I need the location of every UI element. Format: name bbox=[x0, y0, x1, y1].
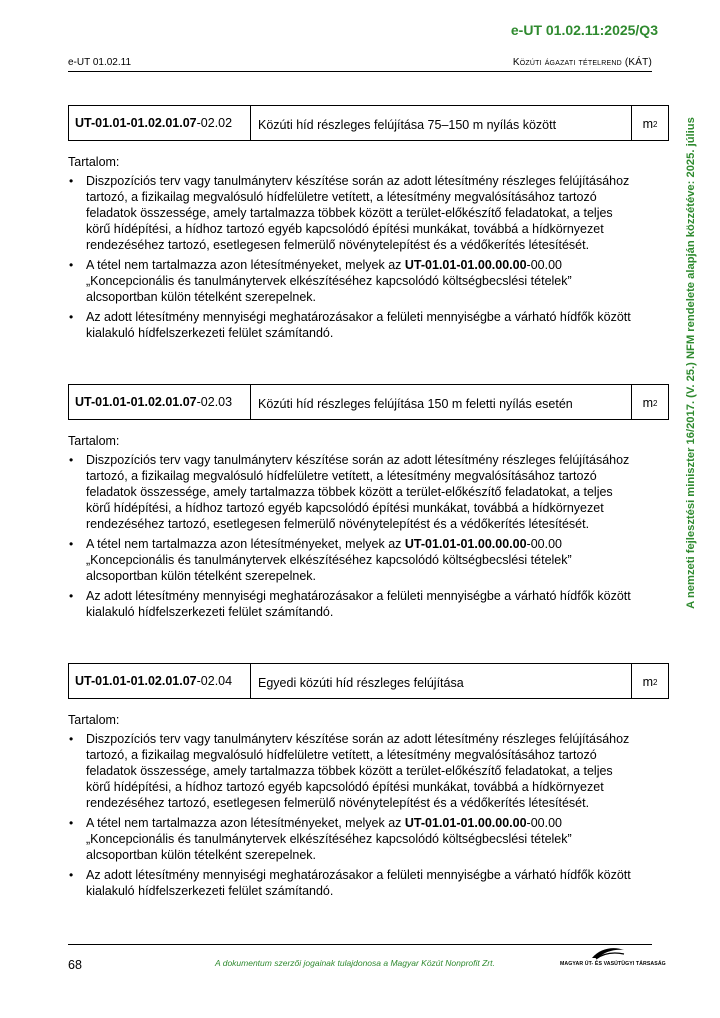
content-bullet-scope: • Diszpozíciós terv vagy tanulmányterv készítése során az adott létesítmény részleges felújításához tartozó, a fizikailag megvalósuló hídfelületre vetített, a létesítmény megvalósításához tartozó feladatok összessége, amely tartalmazza többek között a terület-előkészítő feladatokat, a teljes körű hídépítési, a hídhoz tartozó egyéb kapcsolódó építési munkákat, továbbá a hídkörnyezet rendezéséhez tartozó, esetlegesen felmerülő növénytelepítést és a védőkerítés létesítését. bbox=[68, 173, 638, 253]
item-content bbox=[68, 433, 638, 624]
content-bullet-scope: • Diszpozíciós terv vagy tanulmányterv készítése során az adott létesítmény részleges felújításához tartozó, a fizikailag megvalósuló hídfelületre vetített, a létesítmény megvalósításához tartozó feladatok összessége, amely tartalmazza többek között a terület-előkészítő feladatokat, a teljes körű hídépítési, a hídhoz tartozó egyéb kapcsolódó építési munkákat, továbbá a hídkörnyezet rendezéséhez tartozó, esetlegesen felmerülő növénytelepítést és a védőkerítés létesítését. bbox=[68, 452, 638, 532]
header-left-code: e-UT 01.02.11 bbox=[68, 57, 132, 68]
item-content bbox=[68, 154, 638, 345]
content-bullet-quantity: • Az adott létesítmény mennyiségi meghatározásakor a felületi mennyiségbe a várható hídfők között kialakuló hídfelszerkezeti felület számítandó. bbox=[68, 309, 638, 341]
exclusion-text-post: -00.00 „Koncepcionális és tanulmánytervek elkészítéséhez kapcsolódó költségbecslési tételek” alcsoportban külön tételként szerepelnek. bbox=[86, 258, 572, 304]
item-code-main: UT-01.01-01.02.01.07 bbox=[75, 116, 197, 130]
item-code-main: UT-01.01-01.02.01.07 bbox=[75, 395, 197, 409]
content-bullet-exclusion bbox=[68, 257, 638, 305]
footer-divider bbox=[68, 944, 652, 945]
exclusion-code: UT-01.01-01.00.00.00 bbox=[404, 816, 527, 830]
item-title: Közúti híd részleges felújítása 75–150 m nyílás között bbox=[251, 106, 632, 140]
content-list bbox=[68, 173, 638, 341]
logo-text: MAGYAR ÚT- ÉS VASÚTÜGYI TÁRSASÁG bbox=[560, 961, 666, 967]
item-unit-base: m bbox=[642, 117, 653, 131]
item-code bbox=[69, 385, 251, 419]
exclusion-text-pre: A tétel nem tartalmazza azon létesítményeket, melyek az bbox=[86, 816, 405, 830]
content-bullet-scope: • Diszpozíciós terv vagy tanulmányterv készítése során az adott létesítmény részleges felújításához tartozó, a fizikailag megvalósuló hídfelületre vetített, a létesítmény megvalósításához tartozó feladatok összessége, amely tartalmazza többek között a terület-előkészítő feladatokat, a teljes körű hídépítési, a hídhoz tartozó egyéb kapcsolódó építési munkákat, továbbá a hídkörnyezet rendezéséhez tartozó, esetlegesen felmerülő növénytelepítést és a védőkerítés létesítését. bbox=[68, 731, 638, 811]
item-code bbox=[69, 106, 251, 140]
header-divider bbox=[68, 71, 652, 72]
item-unit-base: m bbox=[642, 675, 653, 689]
document-code: e-UT 01.02.11:2025/Q3 bbox=[510, 22, 658, 38]
exclusion-code: UT-01.01-01.00.00.00 bbox=[404, 258, 527, 272]
item-title: Közúti híd részleges felújítása 150 m feletti nyílás esetén bbox=[251, 385, 632, 419]
item-unit-exponent: 2 bbox=[652, 119, 658, 129]
header-right-title: Közúti ágazati tételrend (KÁT) bbox=[512, 57, 652, 68]
page-number: 68 bbox=[68, 958, 82, 972]
item-header bbox=[68, 663, 669, 699]
item-content bbox=[68, 712, 638, 903]
exclusion-code: UT-01.01-01.00.00.00 bbox=[404, 537, 527, 551]
exclusion-text-pre: A tétel nem tartalmazza azon létesítményeket, melyek az bbox=[86, 258, 405, 272]
exclusion-text-post: -00.00 „Koncepcionális és tanulmánytervek elkészítéséhez kapcsolódó költségbecslési tételek” alcsoportban külön tételként szerepelnek. bbox=[86, 537, 572, 583]
item-code-suffix: -02.04 bbox=[196, 674, 233, 688]
item-code bbox=[69, 664, 251, 698]
content-label: Tartalom: bbox=[68, 155, 120, 169]
content-label: Tartalom: bbox=[68, 713, 120, 727]
item-title: Egyedi közúti híd részleges felújítása bbox=[251, 664, 632, 698]
item-unit-base: m bbox=[642, 396, 653, 410]
item-header bbox=[68, 105, 669, 141]
content-bullet-exclusion bbox=[68, 536, 638, 584]
item-header bbox=[68, 384, 669, 420]
side-publication-text: A nemzeti fejlesztési miniszter 16/2017. (V. 25.) NFM rendelete alapján közzétéve: 2025. július bbox=[685, 117, 697, 609]
copyright-notice: A dokumentum szerzői jogainak tulajdonosa a Magyar Közút Nonprofit Zrt. bbox=[215, 958, 495, 968]
content-bullet-quantity: • Az adott létesítmény mennyiségi meghatározásakor a felületi mennyiségbe a várható hídfők között kialakuló hídfelszerkezeti felület számítandó. bbox=[68, 588, 638, 620]
item-unit bbox=[632, 385, 668, 419]
content-label: Tartalom: bbox=[68, 434, 120, 448]
item-unit-exponent: 2 bbox=[652, 677, 658, 687]
content-bullet-exclusion bbox=[68, 815, 638, 863]
side-publication-note bbox=[683, 98, 699, 628]
exclusion-text-pre: A tétel nem tartalmazza azon létesítményeket, melyek az bbox=[86, 537, 405, 551]
item-code-suffix: -02.03 bbox=[196, 395, 233, 409]
item-unit-exponent: 2 bbox=[652, 398, 658, 408]
content-bullet-quantity: • Az adott létesítmény mennyiségi meghatározásakor a felületi mennyiségbe a várható hídfők között kialakuló hídfelszerkezeti felület számítandó. bbox=[68, 867, 638, 899]
item-unit bbox=[632, 664, 668, 698]
logo-swoosh-icon bbox=[590, 946, 626, 960]
item-code-suffix: -02.02 bbox=[196, 116, 233, 130]
content-list bbox=[68, 731, 638, 899]
item-code-main: UT-01.01-01.02.01.07 bbox=[75, 674, 197, 688]
society-logo bbox=[560, 946, 666, 972]
content-list bbox=[68, 452, 638, 620]
exclusion-text-post: -00.00 „Koncepcionális és tanulmánytervek elkészítéséhez kapcsolódó költségbecslési tételek” alcsoportban külön tételként szerepelnek. bbox=[86, 816, 572, 862]
item-unit bbox=[632, 106, 668, 140]
